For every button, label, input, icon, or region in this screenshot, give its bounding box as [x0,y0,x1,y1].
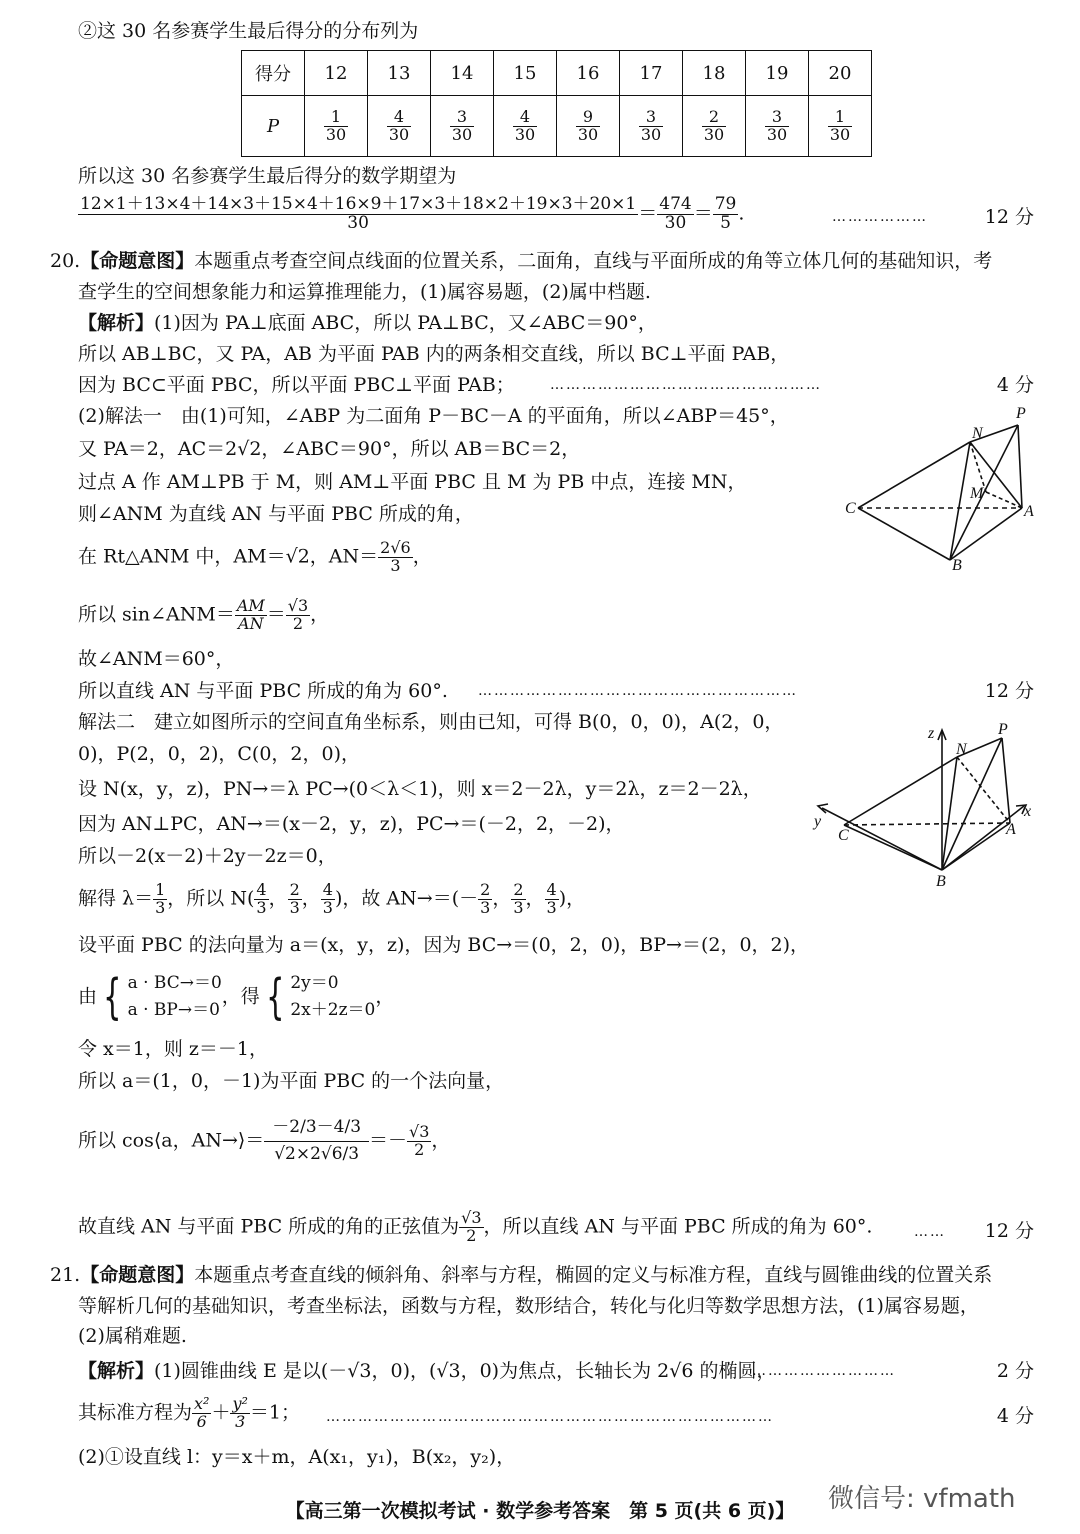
method1-line: 又 PA＝2，AC＝2√2，∠ABC＝90°，所以 AB＝BC＝2， [78,438,581,460]
method1-line: 在 Rt△ANM 中，AM＝√2，AN＝ $\frac{2√6}{3}$ ， [78,538,432,575]
score-cell: 14 [431,51,494,96]
score-cell: 16 [557,51,620,96]
prob-fraction: $\frac{1}{30}$ [325,106,347,144]
expect-intro: 所以这 30 名参赛学生最后得分的数学期望为 [78,165,457,187]
method1-line: 故∠ANM＝60°， [78,648,235,670]
label-B: B [936,873,946,890]
prob-fraction: $\frac{3}{30}$ [766,106,788,144]
score-mark: 2 分 [996,1360,1034,1382]
dist-intro: ②这 30 名参赛学生最后得分的分布列为 [78,20,419,42]
score-mark: 4 分 [996,1405,1034,1427]
method1-line: 所以 sin∠ANM＝ $\frac{AM}{AN}$ ＝ $\frac{√3}{2}$ ， [78,596,330,633]
method2-line: 令 x＝1，则 z＝－1， [78,1038,268,1060]
distribution-table [241,50,872,157]
axis-label-z: z [928,725,935,742]
prob-fraction: $\frac{4}{30}$ [514,106,536,144]
question-21-intent: 21.【命题意图】本题重点考查直线的倾斜角、斜率与方程，椭圆的定义与标准方程，直线与圆锥曲线的位置关系 [50,1264,993,1286]
label-N: N [956,741,967,758]
axis-label-y: y [814,813,822,830]
score-cell: 12 [305,51,368,96]
prob-fraction: $\frac{3}{30}$ [640,106,662,144]
prob-fraction: $\frac{4}{30}$ [388,106,410,144]
score-cell: 13 [368,51,431,96]
method2-line: 解得 λ＝ $\frac{1}{3}$ ，所以 N( $\frac{4}{3}$ ， $\frac{2}{3}$ ， $\frac{4}{3}$ )，故 AN→＝(－ $\frac{2}{3}$ ， $\frac{2}{3}$ ， $\frac{4}{3}$ )， [78,880,586,917]
method2-line: 所以－2(x－2)＋2y－2z＝0， [78,845,337,867]
label-P: P [1016,405,1026,422]
solution-line: 【解析】(1)圆锥曲线 E 是以(－√3，0)，(√3，0)为焦点，长轴长为 2√6 的椭圆， [78,1360,776,1382]
score-mark: 12 分 [984,1220,1034,1242]
question-20-intent: 20.【命题意图】本题重点考查空间点线面的位置关系，二面角，直线与平面所成的角等立体几何的基础知识，考 [50,250,993,272]
score-cell: 15 [494,51,557,96]
solution-line: 【解析】(1)因为 PA⊥底面 ABC，所以 PA⊥BC，又∠ABC＝90°， [78,312,657,334]
label-A: A [1024,503,1034,520]
page-footer: 【高三第一次模拟考试 · 数学参考答案 第 5 页(共 6 页)】 [285,1500,795,1522]
score-cell: 18 [683,51,746,96]
solution-line: 所以 AB⊥BC，又 PA，AB 为平面 PAB 内的两条相交直线，所以 BC⊥平面 PAB， [78,343,790,365]
method2-line: 设 N(x，y，z)，PN→＝λ PC→(0＜λ＜1)，则 x＝2－2λ，y＝2λ，z＝2－2λ， [78,778,762,800]
method1-line: 则∠ANM 为直线 AN 与平面 PBC 所成的角， [78,503,474,525]
coordinate-figure-2 [812,720,1042,890]
label-A: A [1006,821,1016,838]
prob-fraction: $\frac{9}{30}$ [577,106,599,144]
method2-conclusion: 故直线 AN 与平面 PBC 所成的角的正弦值为 $\frac{√3}{2}$ ，所以直线 AN 与平面 PBC 所成的角为 60°. [78,1208,873,1245]
leader-dots: ………………………………………………………………………… [326,1409,774,1425]
question-21-intent-cont: (2)属稍难题. [78,1325,187,1347]
method2-line: 所以 cos⟨a，AN→⟩＝ $\frac{-2/3-4/3}{√2\times 2√6/3}$ ＝－ $\frac{√3}{2}$ ， [78,1117,451,1164]
question-21-intent-cont: 等解析几何的基础知识，考查坐标法，函数与方程，数形结合，转化与化归等数学思想方法，(1)属容易题， [78,1295,979,1317]
label-N: N [972,425,983,442]
pyramid-figure-1 [840,400,1040,575]
method2-line: 因为 AN⊥PC，AN→＝(x－2，y，z)，PC→＝(－2，2，－2)， [78,813,625,835]
solution-line: 其标准方程为 $\frac{\text{x²}}{6}$ ＋ $\frac{\text{y²}}{3}$ ＝1； [78,1394,301,1431]
solution-line: (2)①设直线 l：y＝x＋m，A(x₁，y₁)，B(x₂，y₂)， [78,1446,516,1468]
leader-dots: …………………………………………………… [478,683,798,699]
prob-fraction: $\frac{2}{30}$ [703,106,725,144]
expectation-formula: $\frac{12\times 1+13\times 4+14\times 3+15\times 4+16\times 9+17\times 3+18\times 2+19\times 3+20\times 1}{30}$ ＝ $\frac{474}{30}$ ＝ $\frac{79}{5}$ . [80,194,745,233]
method1-line: (2)解法一 由(1)可知，∠ABP 为二面角 P－BC－A 的平面角，所以∠ABP＝45°， [78,405,789,427]
leader-dots: ……………………… [752,1363,896,1379]
prob-fraction: $\frac{1}{30}$ [829,106,851,144]
watermark: 微信号: vfmath [828,1484,1016,1514]
table-header-p: P [242,96,305,157]
score-cell: 17 [620,51,683,96]
score-cell: 20 [809,51,872,96]
axis-label-x: x [1024,803,1032,820]
prob-fraction: $\frac{3}{30}$ [451,106,473,144]
method2-line: 0)，P(2，0，2)，C(0，2，0)， [78,743,361,765]
score-cell: 19 [746,51,809,96]
label-P: P [998,721,1008,738]
method2-line: 设平面 PBC 的法向量为 a＝(x，y，z)，因为 BC→＝(0，2，0)，BP→＝(2，0，2)， [78,934,810,956]
label-B: B [952,557,962,574]
question-20-intent-cont: 查学生的空间想象能力和运算推理能力，(1)属容易题，(2)属中档题. [78,281,651,303]
leader-dots: …………………………………………… [550,377,822,393]
method1-line: 所以直线 AN 与平面 PBC 所成的角为 60°. [78,680,448,702]
score-mark: 12 分 [984,206,1034,228]
score-mark: 12 分 [984,680,1034,702]
label-C: C [845,500,856,517]
score-mark: 4 分 [996,374,1034,396]
method2-line: 所以 a＝(1，0，－1)为平面 PBC 的一个法向量， [78,1070,505,1092]
leader-dots: ……………… [832,209,928,225]
method2-line: 解法二 建立如图所示的空间直角坐标系，则由已知，可得 B(0，0，0)，A(2，0， [78,711,784,733]
method1-line: 过点 A 作 AM⊥PB 于 M，则 AM⊥平面 PBC 且 M 为 PB 中点，连接 MN， [78,471,747,493]
label-C: C [838,827,849,844]
leader-dots: …… [914,1224,946,1240]
table-header-score: 得分 [242,51,305,96]
solution-line: 因为 BC⊂平面 PBC，所以平面 PBC⊥平面 PAB； [78,374,515,396]
method2-system: 由 { a · BC→＝0 a · BP→＝0 ，得 { 2y＝0 2x＋2z＝0 ， [78,969,395,1026]
label-M: M [970,485,984,502]
